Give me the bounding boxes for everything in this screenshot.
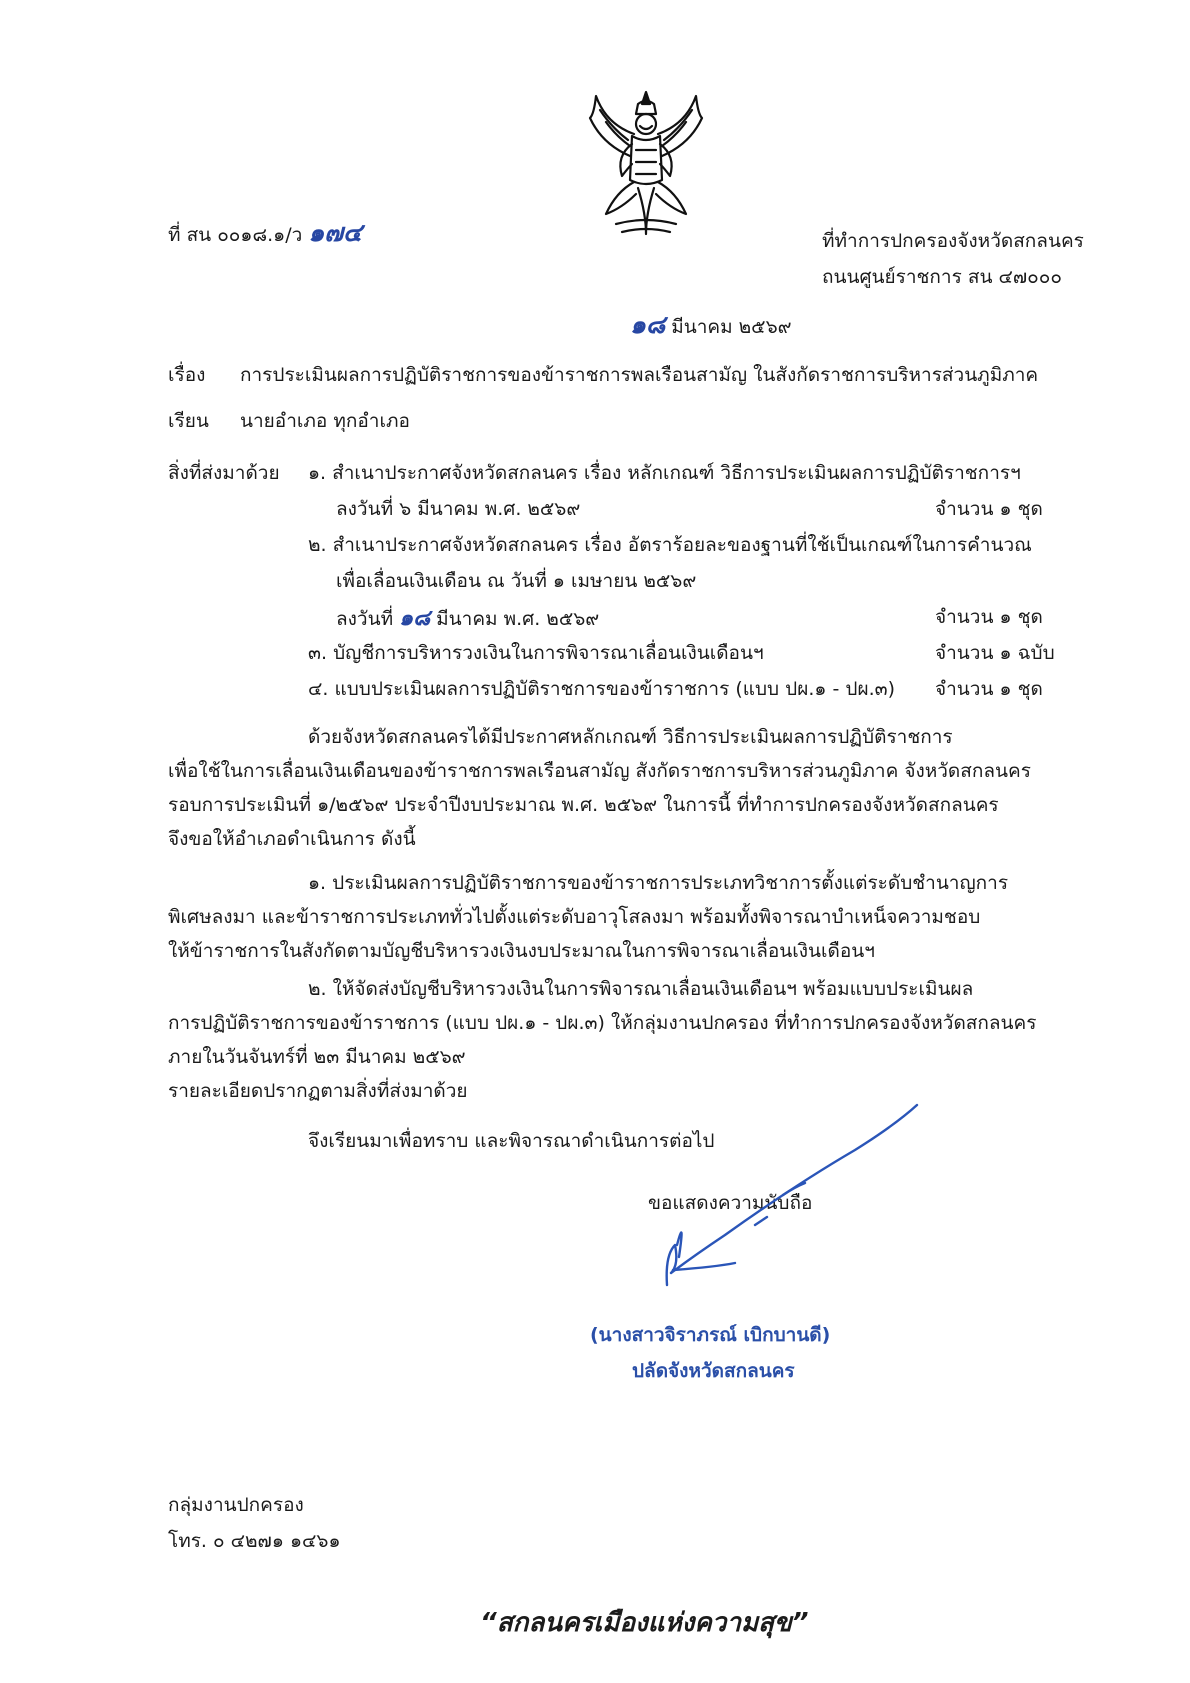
enclosure-3-qty: จำนวน ๑ ฉบับ: [935, 642, 1055, 664]
closing-request: จึงเรียนมาเพื่อทราบ และพิจารณาดำเนินการต่อไป: [308, 1130, 715, 1152]
enclosures-label: สิ่งที่ส่งมาด้วย: [168, 462, 280, 484]
enclosure-2-line3-prefix: ลงวันที่: [336, 608, 394, 630]
signatory-name: (นางสาวจิราภรณ์ เบิกบานดี): [590, 1324, 831, 1346]
footer-phone: โทร. ๐ ๔๒๗๑ ๑๔๖๑: [168, 1530, 341, 1552]
body-p1-line2: เพื่อใช้ในการเลื่อนเงินเดือนของข้าราชการพลเรือนสามัญ สังกัดราชการบริหารส่วนภูมิภาค จังหวัดสกลนคร: [168, 760, 1031, 782]
footer-department: กลุ่มงานปกครอง: [168, 1494, 304, 1516]
office-name: ที่ทำการปกครองจังหวัดสกลนคร: [822, 230, 1084, 252]
subject-text: การประเมินผลการปฏิบัติราชการของข้าราชการพลเรือนสามัญ ในสังกัดราชการบริหารส่วนภูมิภาค: [240, 364, 1039, 386]
enclosure-4-qty: จำนวน ๑ ชุด: [935, 678, 1043, 700]
to-label: เรียน: [168, 410, 209, 432]
enclosure-2-handwritten-day: ๑๘: [399, 606, 431, 631]
enclosure-1-line2: ลงวันที่ ๖ มีนาคม พ.ศ. ๒๕๖๙: [336, 498, 581, 520]
reference-prefix: ที่ สน ๐๐๑๘.๑/ว: [168, 224, 303, 246]
date-handwritten-day: ๑๘: [630, 310, 666, 339]
enclosure-2-line2: เพื่อเลื่อนเงินเดือน ณ วันที่ ๑ เมษายน ๒๕๖๙: [336, 570, 697, 592]
signatory-position: ปลัดจังหวัดสกลนคร: [632, 1360, 795, 1382]
body-p3-line1: ๒. ให้จัดส่งบัญชีบริหารวงเงินในการพิจารณาเลื่อนเงินเดือนฯ พร้อมแบบประเมินผล: [308, 978, 974, 1000]
body-p1-line4: จึงขอให้อำเภอดำเนินการ ดังนี้: [168, 828, 416, 850]
date-month-year: มีนาคม ๒๕๖๙: [671, 316, 792, 338]
enclosure-1-qty: จำนวน ๑ ชุด: [935, 498, 1043, 520]
body-p3-line3: ภายในวันจันทร์ที่ ๒๓ มีนาคม ๒๕๖๙: [168, 1046, 466, 1068]
closing-salutation: ขอแสดงความนับถือ: [648, 1192, 813, 1214]
handwritten-signature: [655, 1095, 955, 1305]
enclosure-2-line3: [336, 606, 599, 632]
letter-date: [630, 310, 792, 340]
enclosure-3-line1: ๓. บัญชีการบริหารวงเงินในการพิจารณาเลื่อนเงินเดือนฯ: [308, 642, 764, 664]
enclosure-2-line3-rest: มีนาคม พ.ศ. ๒๕๖๙: [436, 608, 600, 630]
body-p1-line1: ด้วยจังหวัดสกลนครได้มีประกาศหลักเกณฑ์ วิธีการประเมินผลการปฏิบัติราชการ: [308, 726, 953, 748]
garuda-emblem-icon: [576, 84, 716, 244]
body-p1-line3: รอบการประเมินที่ ๑/๒๕๖๙ ประจำปีงบประมาณ พ.ศ. ๒๕๖๙ ในการนี้ ที่ทำการปกครองจังหวัดสกลนคร: [168, 794, 999, 816]
enclosure-2-line1: ๒. สำเนาประกาศจังหวัดสกลนคร เรื่อง อัตราร้อยละของฐานที่ใช้เป็นเกณฑ์ในการคำนวณ: [308, 534, 1032, 556]
enclosure-4-line1: ๔. แบบประเมินผลการปฏิบัติราชการของข้าราชการ (แบบ ปผ.๑ - ปผ.๓): [308, 678, 896, 700]
body-p3-line2: การปฏิบัติราชการของข้าราชการ (แบบ ปผ.๑ - ปผ.๓) ให้กลุ่มงานปกครอง ที่ทำการปกครองจังหวัดสกลนคร: [168, 1012, 1037, 1034]
enclosure-1-line1: ๑. สำเนาประกาศจังหวัดสกลนคร เรื่อง หลักเกณฑ์ วิธีการประเมินผลการปฏิบัติราชการฯ: [308, 462, 1021, 484]
subject-label: เรื่อง: [168, 364, 206, 386]
body-p3-line4: รายละเอียดปรากฏตามสิ่งที่ส่งมาด้วย: [168, 1080, 468, 1102]
body-p2-line3: ให้ข้าราชการในสังกัดตามบัญชีบริหารวงเงินงบประมาณในการพิจารณาเลื่อนเงินเดือนฯ: [168, 940, 875, 962]
body-p2-line2: พิเศษลงมา และข้าราชการประเภททั่วไปตั้งแต่ระดับอาวุโสลงมา พร้อมทั้งพิจารณาบำเหน็จความชอบ: [168, 906, 981, 928]
footer-slogan: “สกลนครเมืองแห่งความสุข”: [480, 1608, 809, 1638]
enclosure-2-qty: จำนวน ๑ ชุด: [935, 606, 1043, 628]
body-p2-line1: ๑. ประเมินผลการปฏิบัติราชการของข้าราชการประเภทวิชาการตั้งแต่ระดับชำนาญการ: [308, 872, 1009, 894]
office-address: ถนนศูนย์ราชการ สน ๔๗๐๐๐: [822, 266, 1062, 288]
reference-number: [168, 218, 362, 248]
reference-handwritten-number: ๑๗๔: [308, 218, 362, 247]
to-text: นายอำเภอ ทุกอำเภอ: [240, 410, 410, 432]
